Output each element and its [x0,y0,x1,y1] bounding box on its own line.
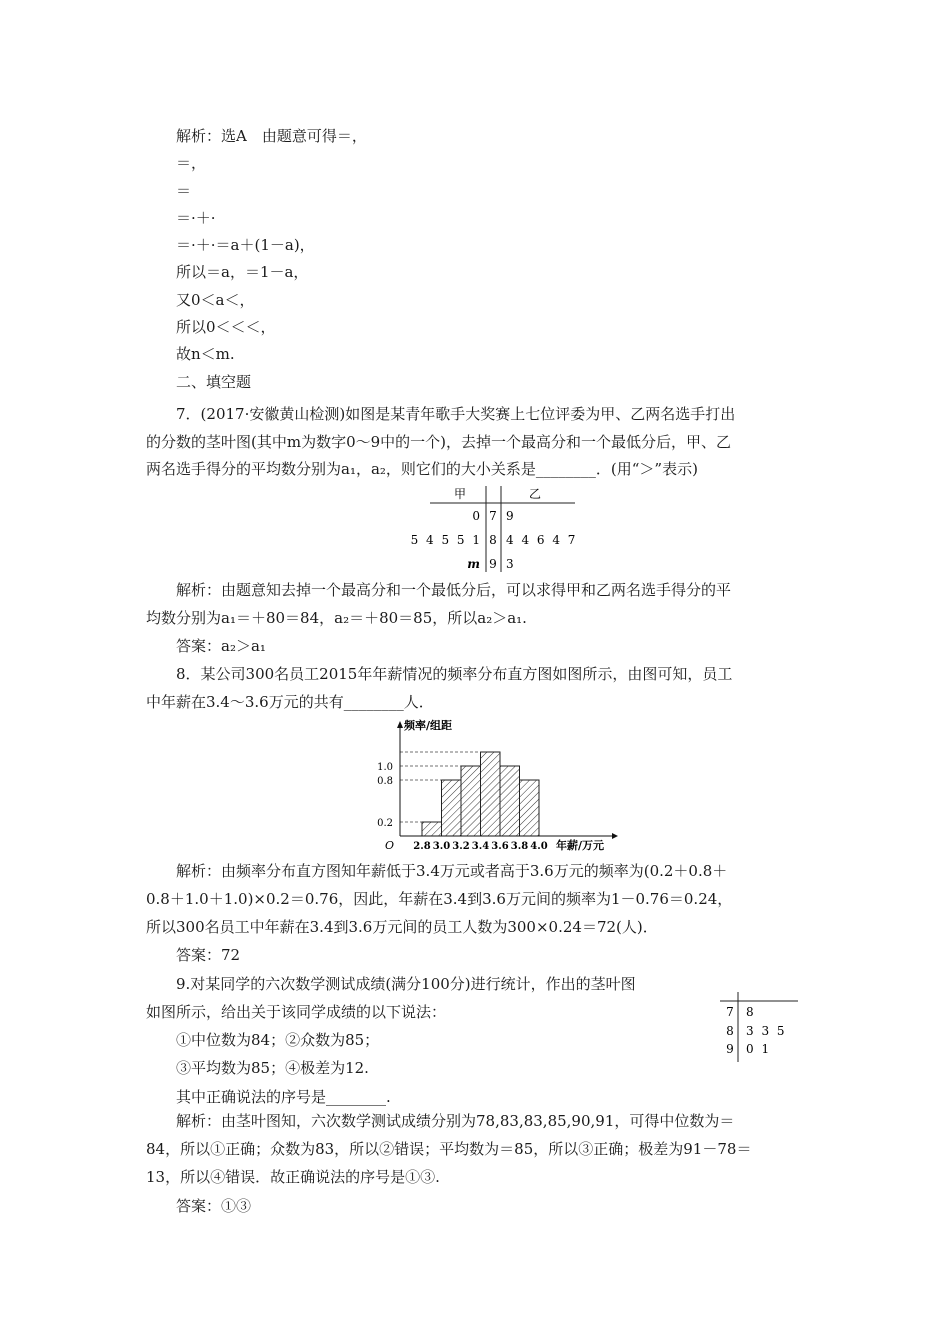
stem7-right: 9 [506,509,514,523]
solution-line-5: ＝·＋·＝a＋(1－a)， [176,236,315,254]
stem-leaf-plot-q9 [720,992,802,1064]
q7-solution-2: 均数分别为a₁＝＋80＝84，a₂＝＋80＝85，所以a₂＞a₁. [146,609,527,627]
solution-line-4: ＝·＋· [176,209,216,227]
x-tick-label: 3.8 [510,841,529,852]
stem7-left: 5 4 5 5 1 [410,533,480,547]
stem7-stem: 7 [489,509,497,523]
frequency-histogram [360,716,620,856]
q9-solution-1: 解析：由茎叶图知，六次数学测试成绩分别为78,83,83,85,90,91，可得中位数为＝ [176,1112,735,1130]
stem7-right: 3 [506,557,514,571]
stem-leaf-plot-q7 [405,482,585,574]
q8-text-2: 中年薪在3.4～3.6万元的共有________人． [146,693,434,711]
q9-solution-3: 13，所以④错误．故正确说法的序号是①③. [146,1168,440,1186]
stem9-stem: 8 [726,1024,734,1038]
histogram-bar [481,752,501,836]
stem7-right: 4 4 6 4 7 [506,533,576,547]
section-heading: 二、填空题 [176,373,252,391]
histogram-bar [422,822,442,836]
stem9-stem: 9 [726,1042,734,1056]
q7-solution-1: 解析：由题意知去掉一个最高分和一个最低分后，可以求得甲和乙两名选手得分的平 [176,581,732,599]
stem9-leaves: 3 3 5 [746,1024,785,1038]
q7-text-1: 7．(2017·安徽黄山检测)如图是某青年歌手大奖赛上七位评委为甲、乙两名选手打出 [176,405,736,423]
stem7-header-left: 甲 [453,487,467,501]
q9-text-1: 9.对某同学的六次数学测试成绩(满分100分)进行统计，作出的茎叶图 [176,975,636,993]
stem7-left: 0 [472,509,480,523]
x-tick-label: 3.6 [491,841,509,852]
q7-answer: 答案：a₂＞a₁ [176,637,266,655]
x-tick-label: 2.8 [413,841,431,852]
solution-line-6: 所以＝a，＝1－a， [176,263,309,281]
x-tick-label: 3.2 [452,841,470,852]
q9-question: 其中正确说法的序号是________. [176,1088,391,1106]
solution-line-3: ＝ [176,182,192,200]
stem7-left: m [467,557,480,571]
solution-line-9: 故n＜m. [176,345,235,363]
stem9-leaves: 8 [746,1005,754,1019]
y-tick-label: 0.2 [377,818,393,829]
stem9-leaves: 0 1 [746,1042,770,1056]
q8-answer: 答案：72 [176,946,241,964]
solution-line-7: 又0＜a＜， [176,291,255,309]
y-tick-label: 1.0 [377,762,393,773]
q8-solution-3: 所以300名员工中年薪在3.4到3.6万元间的员工人数为300×0.24＝72(人)． [146,918,658,936]
histogram-bar [500,766,520,836]
solution-line-2: ＝， [176,154,207,172]
histogram-bar [442,780,462,836]
q9-answer: 答案：①③ [176,1197,252,1215]
q7-text-3: 两名选手得分的平均数分别为a₁，a₂，则它们的大小关系是________．(用“＞”表示) [146,460,698,478]
q8-solution-2: 0.8＋1.0＋1.0)×0.2＝0.76，因此，年薪在3.4到3.6万元间的频率为1－0.76＝0.24， [146,890,733,908]
stem7-header-right: 乙 [528,487,542,501]
histogram-bar [520,780,540,836]
y-axis-label: 频率/组距 [404,719,453,732]
q9-statement-1: ①中位数为84；②众数为85； [176,1031,380,1049]
q9-solution-2: 84，所以①正确；众数为83，所以②错误；平均数为＝85，所以③正确；极差为91－78＝ [146,1140,752,1158]
stem9-stem: 7 [726,1005,734,1019]
x-tick-label: 3.4 [471,841,490,852]
origin-label: O [384,839,394,852]
q7-text-2: 的分数的茎叶图(其中m为数字0～9中的一个)，去掉一个最高分和一个最低分后，甲、乙 [146,433,732,451]
q8-text-1: 8．某公司300名员工2015年年薪情况的频率分布直方图如图所示，由图可知，员工 [176,665,733,683]
histogram-bar [461,766,481,836]
q8-solution-1: 解析：由频率分布直方图知年薪低于3.4万元或者高于3.6万元的频率为(0.2＋0.8＋ [176,862,728,880]
q9-text-2: 如图所示，给出关于该同学成绩的以下说法： [146,1003,447,1021]
x-tick-label: 3.0 [432,841,451,852]
y-tick-label: 0.8 [377,776,393,787]
stem7-stem: 8 [489,533,497,547]
x-axis-label: 年薪/万元 [556,839,605,852]
stem7-stem: 9 [489,557,497,571]
solution-line-8: 所以0＜＜＜， [176,318,276,336]
solution-line-1: 解析：选A 由题意可得＝， [176,127,367,145]
q9-statement-2: ③平均数为85；④极差为12. [176,1059,369,1077]
x-tick-label: 4.0 [530,841,548,852]
